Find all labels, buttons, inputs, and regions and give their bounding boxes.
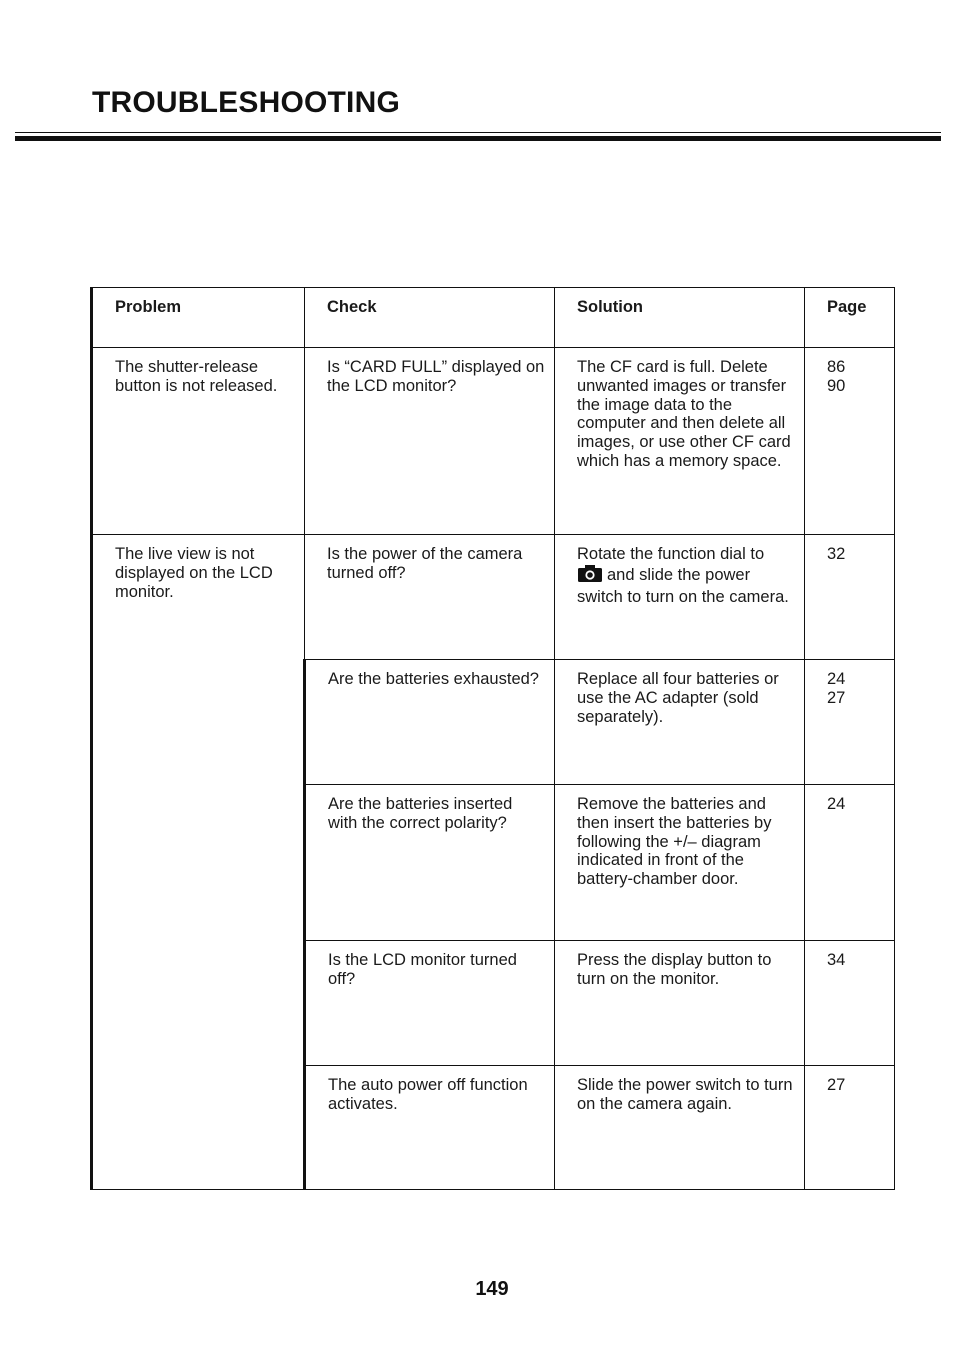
header-check: Check <box>305 288 555 348</box>
check-cell: Is “CARD FULL” displayed on the LCD monitor? <box>305 348 555 535</box>
header-solution: Solution <box>555 288 805 348</box>
solution-cell <box>555 535 805 660</box>
check-cell: Are the batteries exhausted? <box>305 660 555 785</box>
page-cell: 32 <box>805 535 895 660</box>
table-header-row <box>92 288 895 348</box>
solution-text-before-icon: Rotate the function dial to <box>577 545 765 563</box>
page-cell: 24 <box>805 785 895 941</box>
page-cell: 27 <box>805 1066 895 1190</box>
check-cell: The auto power off function activates. <box>305 1066 555 1190</box>
table-row <box>92 535 895 660</box>
solution-text-after-icon: and slide the power switch to turn on the camera. <box>577 565 789 606</box>
check-cell: Are the batteries inserted with the correct polarity? <box>305 785 555 941</box>
check-cell: Is the power of the camera turned off? <box>305 535 555 660</box>
header-problem: Problem <box>92 288 305 348</box>
page-cell: 24 27 <box>805 660 895 785</box>
problem-cell: The live view is not displayed on the LCD monitor. <box>92 535 305 1190</box>
header-rule-thin <box>15 132 941 133</box>
solution-cell: Press the display button to turn on the monitor. <box>555 941 805 1066</box>
page-cell: 34 <box>805 941 895 1066</box>
page-cell: 86 90 <box>805 348 895 535</box>
solution-cell: The CF card is full. Delete unwanted images or transfer the image data to the computer and then delete all images, or use other CF card which has a memory space. <box>555 348 805 535</box>
solution-cell: Remove the batteries and then insert the batteries by following the +/– diagram indicated in front of the battery-chamber door. <box>555 785 805 941</box>
check-cell: Is the LCD monitor turned off? <box>305 941 555 1066</box>
troubleshooting-table <box>90 287 895 1190</box>
solution-cell: Replace all four batteries or use the AC adapter (sold separately). <box>555 660 805 785</box>
camera-icon <box>577 564 603 588</box>
table-row <box>92 348 895 535</box>
page-number: 149 <box>475 1278 509 1300</box>
solution-cell: Slide the power switch to turn on the camera again. <box>555 1066 805 1190</box>
problem-cell: The shutter-release button is not released. <box>92 348 305 535</box>
header-page: Page <box>805 288 895 348</box>
page-title: TROUBLESHOOTING <box>92 86 400 119</box>
header-rule-thick <box>15 136 941 141</box>
